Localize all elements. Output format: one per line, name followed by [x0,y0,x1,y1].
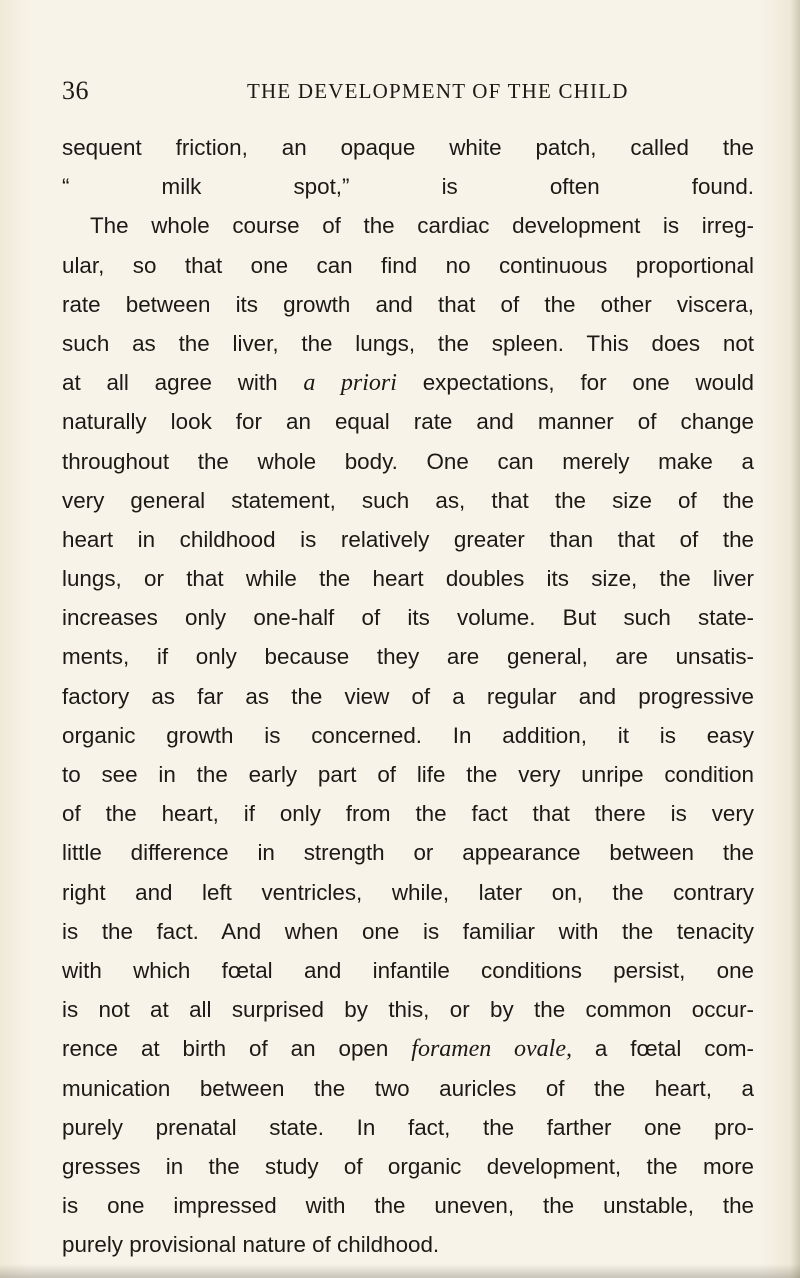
text-line: is not at all surprised by this, or by the common occur- [62,997,754,1023]
text-line [62,1029,754,1068]
text-run: rence at birth of an open [62,1036,412,1062]
italic-phrase: a priori [303,370,397,397]
text-line: of the heart, if only from the fact that there is very [62,801,754,827]
text-line: munication between the two auricles of the heart, a [62,1075,754,1101]
text-line: naturally look for an equal rate and manner of change [62,409,754,435]
text-line: “ milk spot,” is often found. [62,174,754,200]
body-text [62,128,754,1264]
text-line: heart in childhood is relatively greater than that of the [62,526,754,552]
text-line: lungs, or that while the heart doubles its size, the liver [62,566,754,592]
text-line: with which fœtal and infantile conditions persist, one [62,957,754,983]
text-line: purely provisional nature of childhood. [62,1232,440,1258]
text-line: little difference in strength or appearance between the [62,840,754,866]
text-run: a fœtal com- [571,1036,754,1062]
text-line: throughout the whole body. One can merely make a [62,448,754,474]
text-line: sequent friction, an opaque white patch, called the [62,135,754,160]
text-run: at all agree with [62,370,304,396]
text-line: is one impressed with the uneven, the unstable, the [62,1193,754,1219]
text-line [62,363,754,402]
text-line: factory as far as the view of a regular and progressive [62,683,754,709]
page-number: 36 [62,76,89,105]
text-line: increases only one-half of its volume. But such state- [62,605,754,631]
text-line: organic growth is concerned. In addition, it is easy [62,722,754,748]
italic-phrase: foramen ovale, [411,1036,572,1063]
page-header [62,76,758,110]
text-line: very general statement, such as, that the size of the [62,487,754,513]
text-line: purely prenatal state. In fact, the farther one pro- [62,1114,754,1140]
running-head: THE DEVELOPMENT OF THE CHILD [247,79,629,103]
text-line: such as the liver, the lungs, the spleen. This does not [62,330,754,356]
page-bottom-shadow [0,1264,800,1278]
text-line: The whole course of the cardiac development is irreg- [90,213,754,239]
text-line: rate between its growth and that of the other viscera, [62,291,754,317]
text-line: right and left ventricles, while, later on, the contrary [62,879,754,905]
text-line: ular, so that one can find no continuous proportional [62,252,754,278]
text-line: to see in the early part of life the very unripe condition [62,762,754,787]
text-line: gresses in the study of organic development, the more [62,1153,754,1179]
page-edge-shadow [790,0,800,1278]
text-line: ments, if only because they are general, are unsatis- [62,644,754,670]
text-run: expectations, for one would [396,370,755,396]
text-line: is the fact. And when one is familiar with the tenacity [62,918,754,944]
